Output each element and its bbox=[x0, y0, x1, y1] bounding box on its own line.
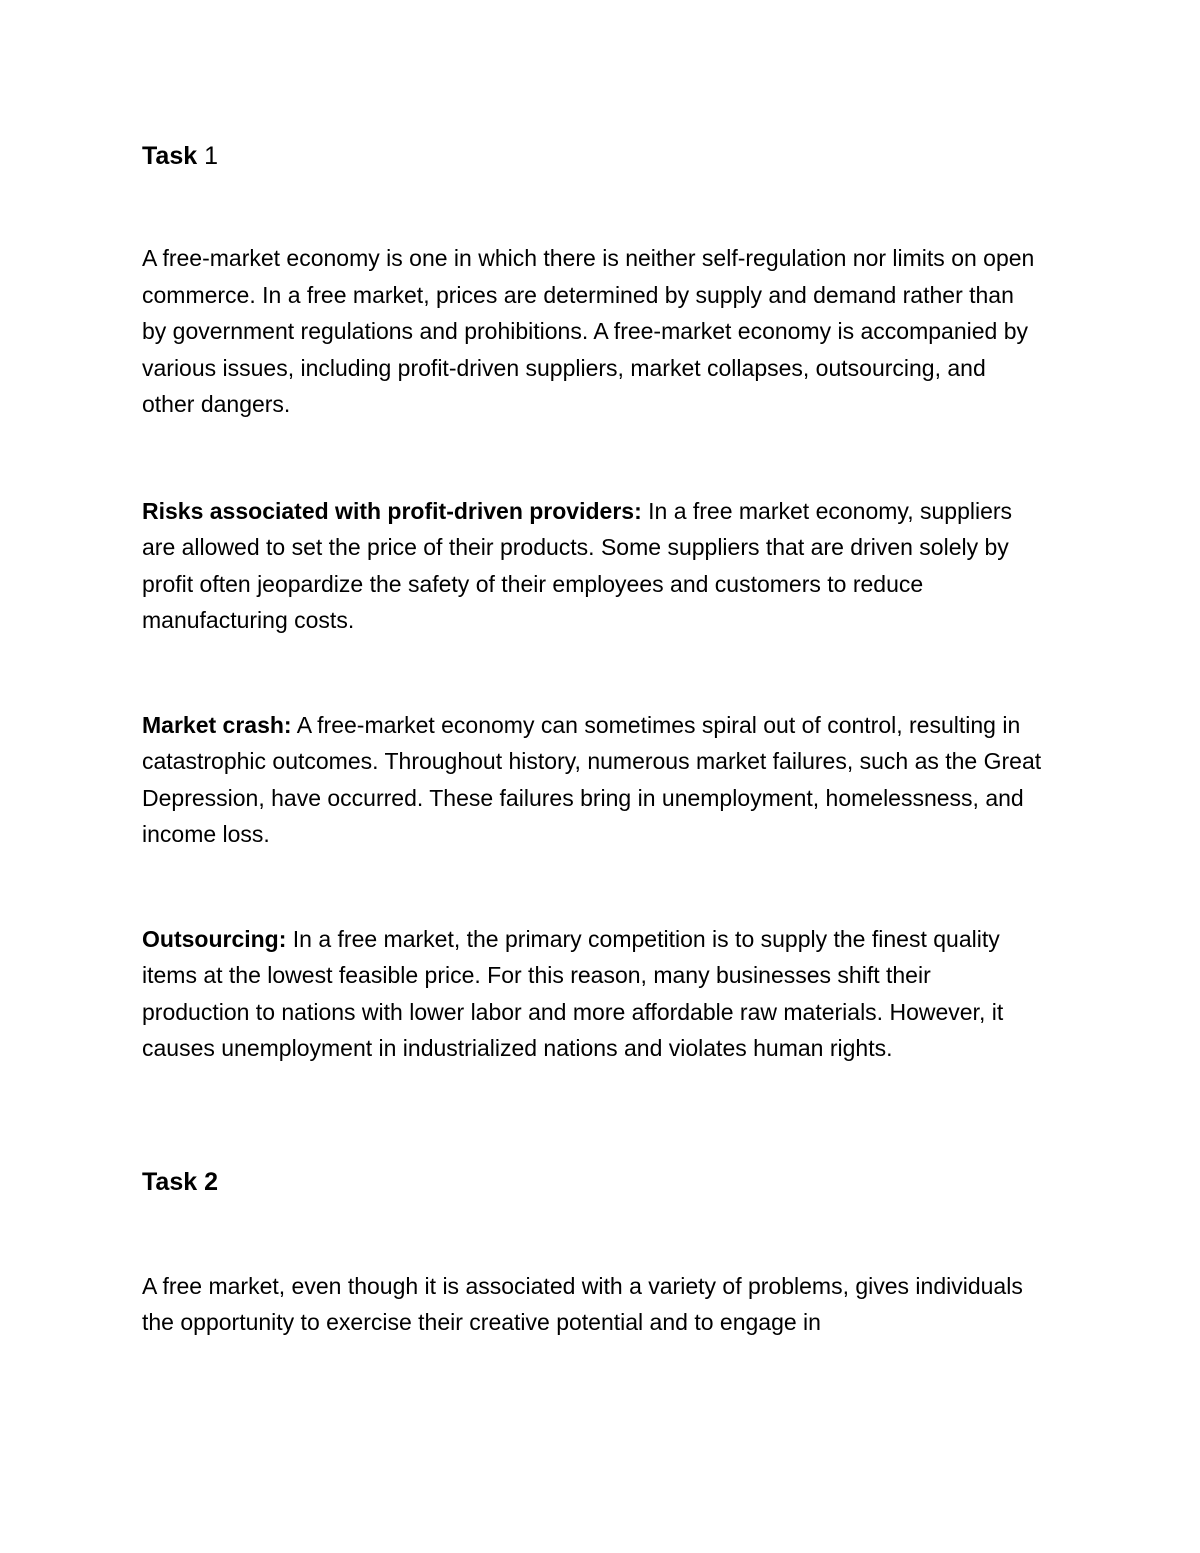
task2-heading bbox=[142, 1164, 1042, 1200]
intro-paragraph: A free-market economy is one in which there is neither self-regulation nor limits on open commerce. In a free market, prices are determined by supply and demand rather than by government regulations and prohibitions. A free-market economy is accompanied by various issues, including profit-driven suppliers, market collapses, outsourcing, and other dangers. bbox=[142, 245, 1035, 417]
task1-heading bbox=[142, 138, 1042, 174]
risk-title-market-crash: Market crash: bbox=[142, 711, 292, 738]
risk-text-market-crash: A free-market economy can sometimes spiral out of control, resulting in catastrophic outcomes. Throughout history, numerous market failures, such as the Great Depression, have occurred. These failures bring in unemployment, homelessness, and income loss. bbox=[142, 711, 1042, 847]
risk-title-profit-driven: Risks associated with profit-driven providers: bbox=[142, 497, 642, 524]
risk-paragraph-market-crash bbox=[142, 707, 1042, 853]
document-body bbox=[142, 138, 1042, 1341]
risk-title-outsourcing: Outsourcing: bbox=[142, 925, 287, 952]
task1-heading-number: 1 bbox=[204, 142, 218, 170]
risk-paragraph-outsourcing bbox=[142, 921, 1042, 1067]
risk-text-outsourcing: In a free market, the primary competition is to supply the finest quality items at the lowest feasible price. For this reason, many businesses shift their production to nations with lower labor and more affordable raw materials. However, it causes unemployment in industrialized nations and violates human rights. bbox=[142, 925, 1004, 1061]
task1-heading-label: Task bbox=[142, 142, 198, 170]
risk-paragraph-profit-driven bbox=[142, 493, 1042, 639]
task2-paragraph: A free market, even though it is associated with a variety of problems, gives individuals the opportunity to exercise their creative potential and to engage in bbox=[142, 1272, 1023, 1335]
risk-text-profit-driven: In a free market economy, suppliers are allowed to set the price of their products. Some suppliers that are driven solely by profit often jeopardize the safety of their employees and customers to reduce manufacturing costs. bbox=[142, 497, 1013, 633]
task2-heading-label: Task 2 bbox=[142, 1167, 218, 1196]
